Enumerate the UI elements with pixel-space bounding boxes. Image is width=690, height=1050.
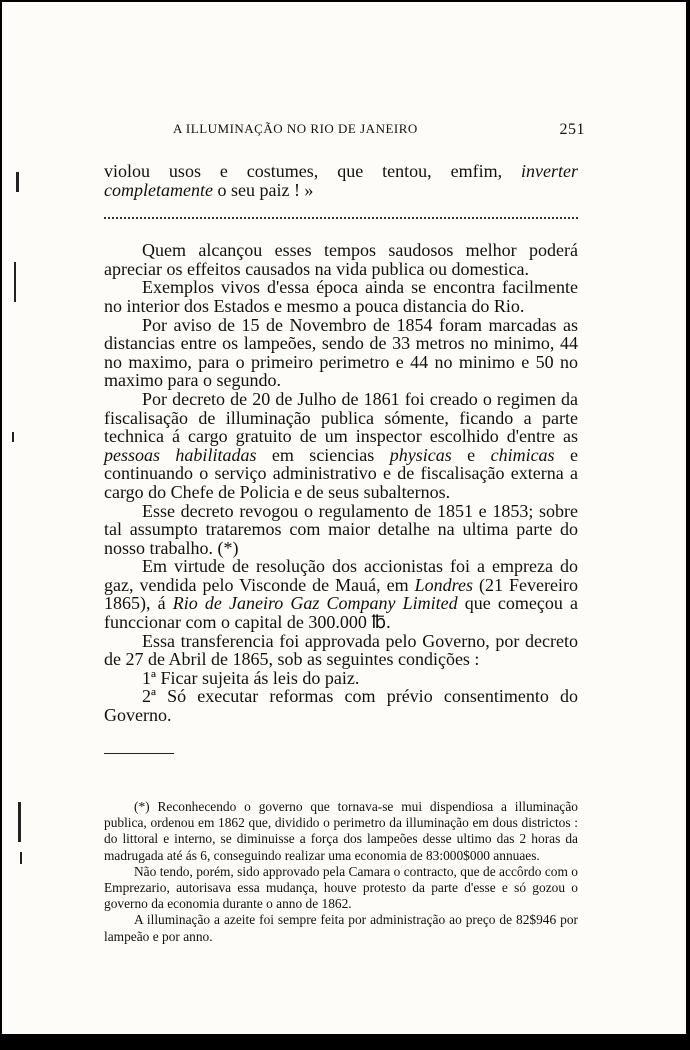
italic-text: inverter completamente — [104, 161, 578, 200]
condition-text: Ficar sujeita ás leis do paiz. — [155, 667, 360, 688]
text-run: que começou a funccionar com o capital de 300.000 ℔. — [104, 593, 578, 633]
footnotes — [104, 799, 578, 945]
text-run: violou usos e costumes, que tentou, emfim, — [104, 161, 522, 181]
paragraph: Quem alcançou esses tempos saudosos melhor poderá apreciar os effeitos causados na vida publica ou domestica. — [104, 240, 578, 279]
footnote: A illuminação a azeite foi sempre feita por administração ao preço de 82$946 por lampeão e por anno. — [104, 912, 578, 944]
page-number: 251 — [559, 121, 585, 138]
main-text — [104, 162, 578, 754]
italic-text: Londres — [414, 574, 473, 595]
footnote-rule — [104, 753, 174, 754]
footnote: Não tendo, porém, sido approvado pela Camara o contracto, que de accôrdo com o Emprezario, autorisava essa mudança, houve protesto da parte d'esse e só gozou o governo da economia durante o anno de 1862. — [104, 863, 578, 912]
condition-number: 1ª — [142, 667, 156, 688]
condition-text: Só executar reformas com prévio consentimento do Governo. — [104, 686, 578, 726]
paragraph — [104, 557, 578, 631]
text-run: Por decreto de 20 de Julho de 1861 foi creado o regimen da fiscalisação de illuminação publica sómente, ficando a parte technica á cargo gratuito de um inspector escolhido d'entre as — [104, 388, 578, 447]
running-header — [173, 121, 585, 139]
text-run: Em virtude de resolução dos accionistas foi a empreza do gaz, vendida pelo Visconde de Mauá, em — [104, 556, 578, 595]
paragraph: Esse decreto revogou o regulamento de 1851 e 1853; sobre tal assumpto trataremos com maior detalhe na ultima parte do nosso trabalho. (*) — [104, 500, 578, 558]
scan-speck — [18, 802, 21, 842]
text-run: o seu paiz ! » — [212, 179, 314, 200]
italic-text: chimicas — [490, 444, 555, 465]
text-run: e continuando o serviço administrativo e de fiscalisação externa a cargo do Chefe de Policia e de seus subalternos. — [104, 444, 578, 502]
paragraph: Essa transferencia foi approvada pelo Governo, por decreto de 27 de Abril de 1865, sob as seguintes condições : — [104, 630, 578, 670]
condition-item — [104, 669, 578, 688]
italic-text: pessoas habilitadas — [104, 444, 257, 465]
book-page — [2, 2, 686, 1034]
running-title: A ILLUMINAÇÃO NO RIO DE JANEIRO — [173, 121, 418, 136]
paragraph — [104, 390, 578, 502]
scan-speck — [12, 432, 14, 442]
text-run: (21 Fevereiro 1865), á — [104, 574, 578, 614]
italic-text: Rio de Janeiro Gaz Company Limited — [172, 593, 458, 614]
scan-speck — [14, 262, 16, 302]
scan-speck — [20, 852, 22, 864]
scan-speck — [16, 172, 19, 192]
footnote: (*) Reconhecendo o governo que tornava-se mui dispendiosa a illuminação publica, ordenou em 1862 que, dividido o perimetro da illuminação em dous districtos : do littoral e interno, se diminuisse a força dos lampeões desse ultimo das 2 horas da madrugada até ás 6, conseguindo realizar uma economia de 83:000$000 annuaes. — [104, 799, 578, 863]
paragraph — [104, 162, 578, 199]
condition-item — [104, 687, 578, 724]
dotted-separator — [104, 203, 578, 219]
italic-text: physicas — [389, 444, 452, 465]
text-run: em sciencias — [256, 444, 390, 465]
paragraph: Exemplos vivos d'essa época ainda se encontra facilmente no interior dos Estados e mesmo a pouca distancia do Rio. — [104, 277, 578, 316]
paragraph: Por aviso de 15 de Novembro de 1854 foram marcadas as distancias entre os lampeões, sendo de 33 metros no minimo, 44 no maximo, para o primeiro perimetro e 44 no minimo e 50 no maximo para o segundo. — [104, 314, 578, 391]
text-run: e — [451, 444, 491, 465]
condition-number: 2ª — [142, 686, 156, 707]
